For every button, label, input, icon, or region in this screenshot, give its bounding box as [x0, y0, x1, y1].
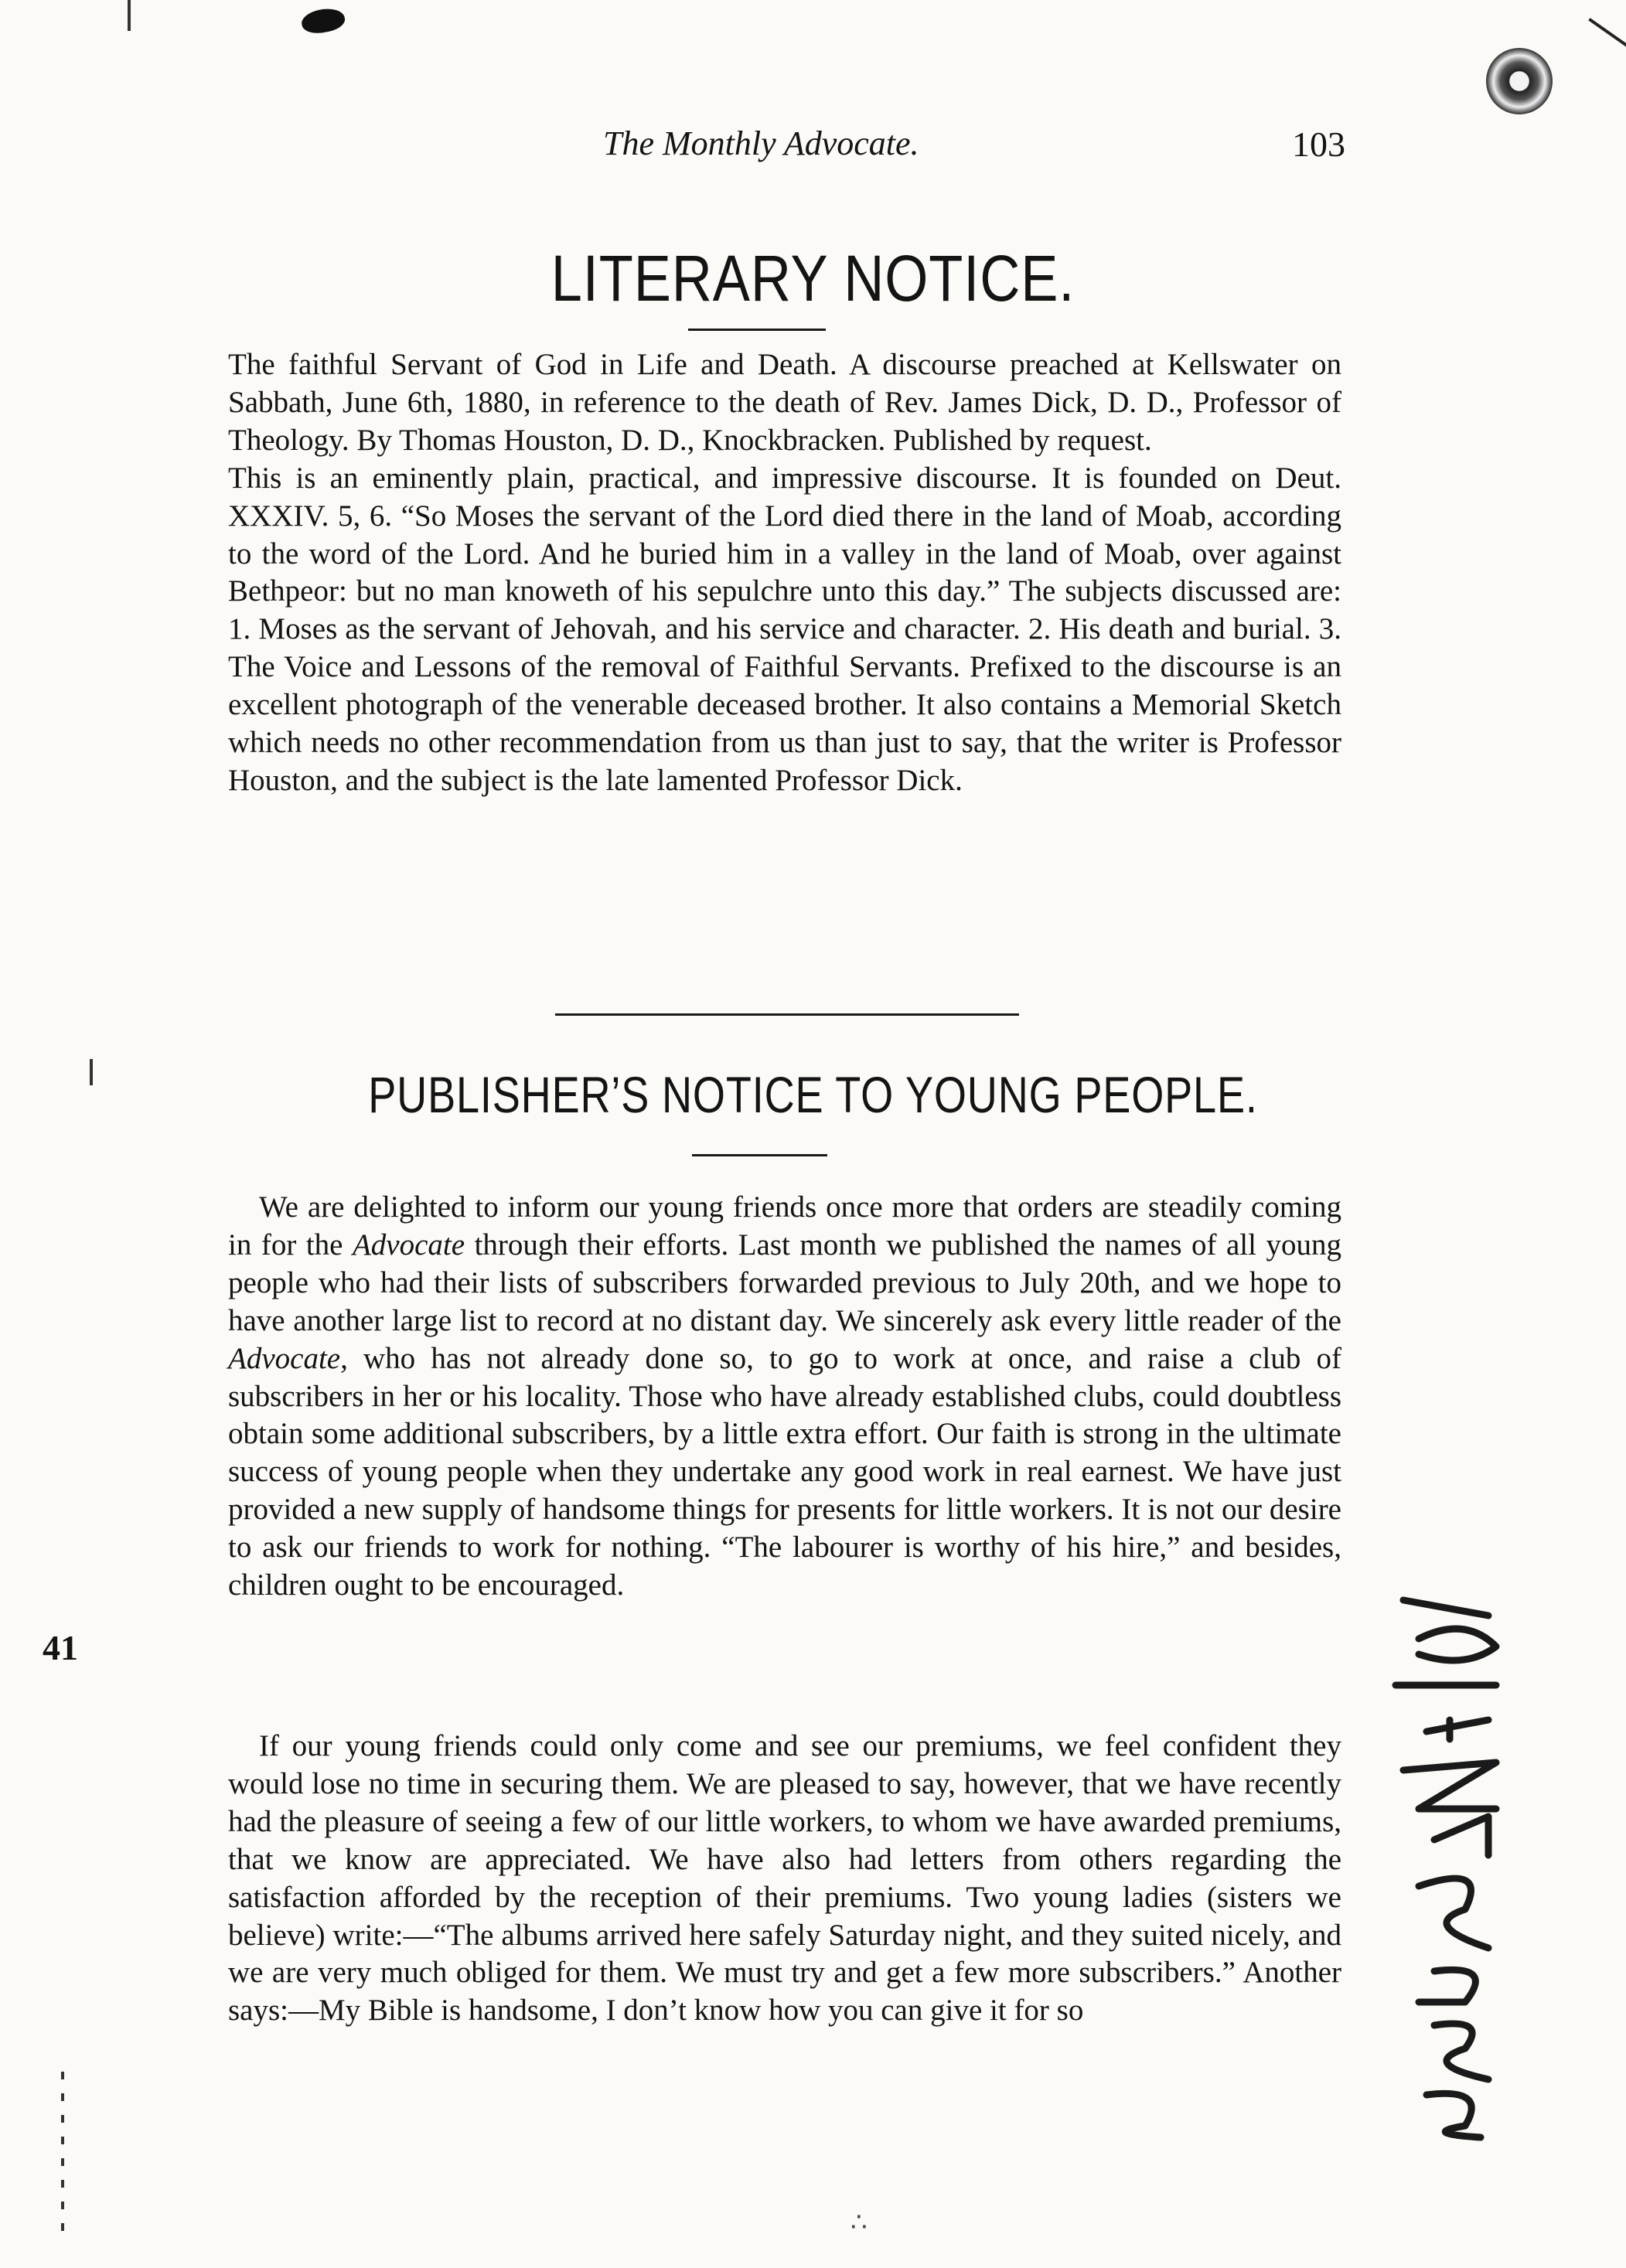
- publishers-notice-heading: PUBLISHER’S NOTICE TO YOUNG PEOPLE.: [368, 1066, 1258, 1123]
- paragraph-text: If our young friends could only come and see our premiums, we feel confident they would lose no time in securing them. We are pleased to say, however, that we have recently had the pleasure of seeing a few of our little workers, to whom we have awarded premiums, that we know are appreciated. We have also had letters from others regarding the satisfaction afforded by the reception of their premiums. Two young ladies (sisters we believe) write:—“The albums arrived here safely Saturday night, and they suited nicely, and we are very much obliged for them. We must try and get a few more subscribers.” Another says:—My Bible is handsome, I don’t know how you can give it for so: [228, 1729, 1341, 2028]
- publishers-notice-paragraph-1: [228, 1189, 1341, 1605]
- literary-notice-heading: LITERARY NOTICE.: [551, 242, 1075, 315]
- scan-edge-mark: [61, 2072, 64, 2242]
- advocate-title: Advocate,: [228, 1341, 348, 1375]
- heading-rule: [688, 329, 826, 331]
- scan-mark: [128, 0, 131, 31]
- running-head: [603, 124, 1345, 178]
- margin-mark: 41: [43, 1628, 78, 1667]
- handwritten-annotation-drawing: [1372, 1585, 1542, 2141]
- literary-notice-text: [228, 346, 1341, 800]
- literary-notice-body: This is an eminently plain, practical, and impressive discourse. It is founded on Deut. XXXIV. 5, 6. “So Moses the servant of the Lord died there in the land of Moab, according to the word of the Lord. And he buried him in a valley in the land of Moab, over against Bethpeor: but no man knoweth of his sepulchre unto this day.” The subjects discussed are: 1. Moses as the servant of Jehovah, and his service and character. 2. His death and burial. 3. The Voice and Lessons of the removal of Faithful Servants. Prefixed to the discourse is an excellent photograph of the venerable deceased brother. It also contains a Memorial Sketch which needs no other recommendation from us than just to say, that the writer is Professor Houston, and the subject is the late lamented Professor Dick.: [228, 461, 1341, 797]
- handwritten-annotation: [1372, 1585, 1542, 2141]
- library-stamp: [1486, 48, 1553, 114]
- paragraph-text: who has not already done so, to go to work at once, and raise a club of subscribers in her or his locality. Those who have already established clubs, could doubtless obtain some additional subscribers, by a little extra effort. Our faith is strong in the ultimate success of young people when they undertake any good work in real earnest. We have just provided a new supply of handsome things for presents for little workers. It is not our desire to ask our friends to work for nothing. “The labourer is worthy of his hire,” and besides, children ought to be encouraged.: [228, 1341, 1341, 1602]
- page-number: 103: [1292, 124, 1345, 164]
- scan-mark: ∴: [850, 2208, 868, 2237]
- advocate-title: Advocate: [352, 1228, 465, 1262]
- heading-rule: [692, 1154, 827, 1156]
- journal-title: The Monthly Advocate.: [603, 124, 919, 162]
- section-divider: [555, 1013, 1019, 1016]
- paragraph-text: We are delighted to inform our young friends once more that orders are steadily coming in for the: [228, 1190, 1341, 1262]
- paragraph-text: through their efforts. Last month we published the names of all young people who had their lists of subscribers forwarded previous to July 20th, and we hope to have another large list to record at no distant day. We sincerely ask every little reader of the: [228, 1228, 1341, 1337]
- scan-mark: [90, 1059, 93, 1085]
- ink-blot: [299, 5, 346, 37]
- publishers-notice-paragraph-2: [228, 1728, 1341, 2030]
- scan-mark: [1588, 18, 1626, 47]
- literary-notice-citation: The faithful Servant of God in Life and Death. A discourse preached at Kellswater on Sabbath, June 6th, 1880, in reference to the death of Rev. James Dick, D. D., Professor of Theology. By Thomas Houston, D. D., Knockbracken. Published by request.: [228, 348, 1341, 457]
